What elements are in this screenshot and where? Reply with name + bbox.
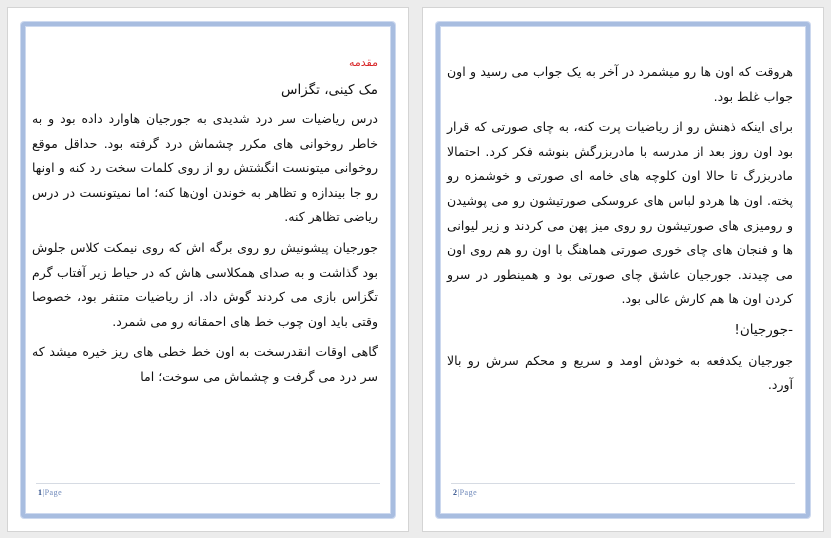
page-label: Page (44, 488, 63, 497)
footer-divider (451, 483, 795, 484)
page-2 (422, 7, 824, 532)
page-1 (7, 7, 409, 532)
paragraph: درس ریاضیات سر درد شدیدی به جورجیان هاوارد داده بود و به خاطر روخوانی های مکرر چشماش درد گرفته بود. حداقل موقع روخوانی میتونست انگشتش رو از روی کلمات سخت رد کنه و اونها رو جا بیندازه و تظاهر به خوندن اون‌ها کنه؛ اما نمیتونست در درس ریاضی تظاهر کنه. (32, 111, 378, 225)
paragraph: برای اینکه ذهنش رو از ریاضیات پرت کنه، به چای صورتی که قرار بود اون روز بعد از مدرسه با مادربزرگش بنوشه فکر کرد. احتمالا مادربزرگ تا حالا اون کلوچه های خامه ای صورتی و خوشمزه رو پخته. اون ها هردو لباس های عروسکی صورتیشون رو می پوشیدن و رومیزی های صورتیشون رو روی میز پهن می کردند و زیر لیوانی ها و فنجان های چای خوری صورتی هماهنگ با اون رو هم روی اون می چیدند. جورجیان عاشق چای صورتی بود و همینطور در سرو کردن اون ها هم کارش عالی بود. (447, 119, 793, 307)
page-number: 1 (38, 488, 43, 497)
page-footer: 1|Page (38, 488, 63, 497)
paragraph: هروقت که اون ها رو میشمرد در آخر به یک جواب می رسید و اون جواب غلط بود. (447, 64, 793, 104)
paragraph: جورجیان یکدفعه به خودش اومد و سریع و محکم سرش رو بالا آورد. (447, 352, 793, 393)
dialogue-line: -جورجیان! (734, 321, 793, 338)
page-footer: 2|Page (453, 488, 478, 497)
page-number: 2 (453, 488, 458, 497)
paragraph: گاهی اوقات انقدرسخت به اون خط خطی های ریز خیره میشد که سر درد می گرفت و چشماش می سوخت؛ اما (32, 344, 378, 384)
section-title: مقدمه (348, 56, 378, 69)
paragraph: جورجیان پیشونیش رو روی برگه اش که روی نیمکت کلاس جلوش بود گذاشت و به صدای همکلاسی هاش که در حیاط زیر آفتاب گرم تگزاس بازی می کردند گوش داد. از ریاضیات متنفر بود، خصوصا وقتی باید اون چوب خط های احمقانه رو می شمرد. (32, 239, 378, 329)
author-location: مک کینی، تگزاس (281, 82, 378, 98)
page-2-content (447, 60, 793, 404)
page-1-content (32, 53, 378, 396)
footer-divider (36, 483, 380, 484)
page-label: Page (459, 488, 478, 497)
